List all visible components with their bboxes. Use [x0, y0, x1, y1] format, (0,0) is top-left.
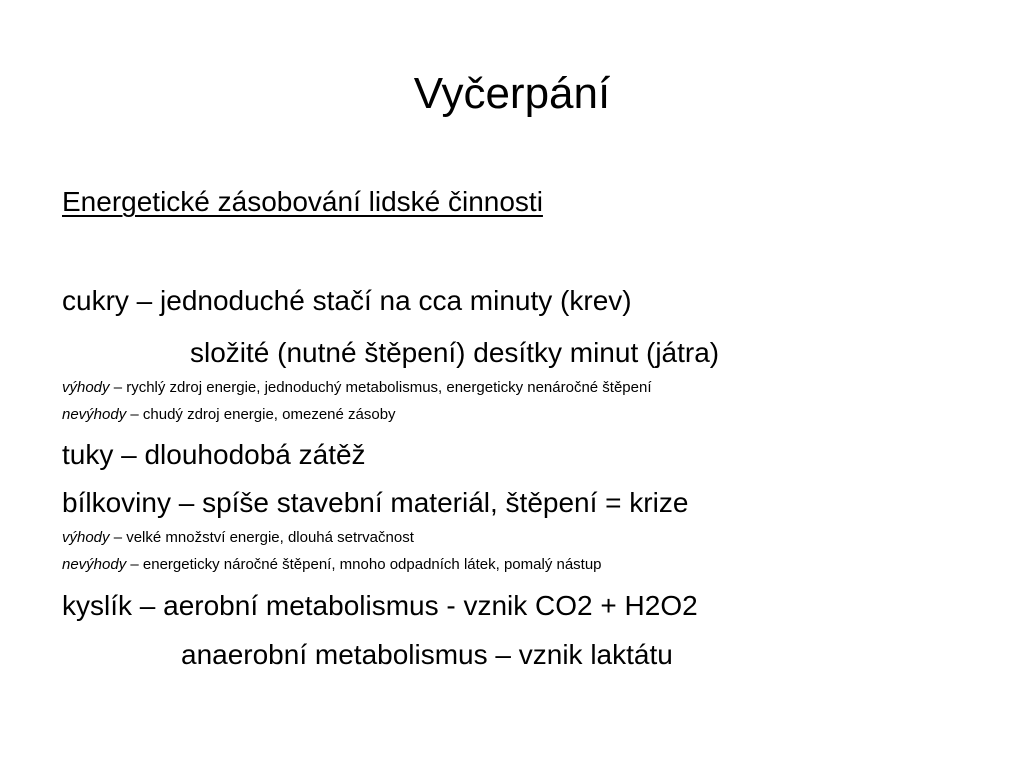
- line-kyslik-aerobic: kyslík – aerobní metabolismus - vznik CO2 + H2O2: [62, 590, 698, 621]
- line-bilkoviny-pros: [62, 528, 414, 548]
- line-cukry-cons: [62, 405, 396, 425]
- line-bilkoviny: bílkoviny – spíše stavební materiál, štěpení = krize: [62, 487, 689, 518]
- line-cukry-simple: cukry – jednoduché stačí na cca minuty (krev): [62, 285, 632, 316]
- cons-label: nevýhody: [62, 406, 127, 423]
- line-bilkoviny-cons: [62, 555, 602, 575]
- pros-text: – rychlý zdroj energie, jednoduchý metabolismus, energeticky nenáročné štěpení: [109, 379, 652, 396]
- cons-label: nevýhody: [62, 556, 127, 573]
- line-cukry-pros: [62, 378, 652, 398]
- section-heading: Energetické zásobování lidské činnosti: [62, 186, 543, 217]
- pros-label: výhody: [62, 379, 110, 396]
- line-tuky: tuky – dlouhodobá zátěž: [62, 439, 366, 470]
- line-cukry-complex: složité (nutné štěpení) desítky minut (játra): [190, 337, 720, 368]
- slide-title: Vyčerpání: [413, 69, 611, 118]
- pros-text: – velké množství energie, dlouhá setrvačnost: [109, 529, 414, 546]
- pros-label: výhody: [62, 529, 110, 546]
- cons-text: – chudý zdroj energie, omezené zásoby: [126, 406, 396, 423]
- line-kyslik-anaerobic: anaerobní metabolismus – vznik laktátu: [181, 639, 673, 670]
- cons-text: – energeticky náročné štěpení, mnoho odpadních látek, pomalý nástup: [126, 556, 602, 573]
